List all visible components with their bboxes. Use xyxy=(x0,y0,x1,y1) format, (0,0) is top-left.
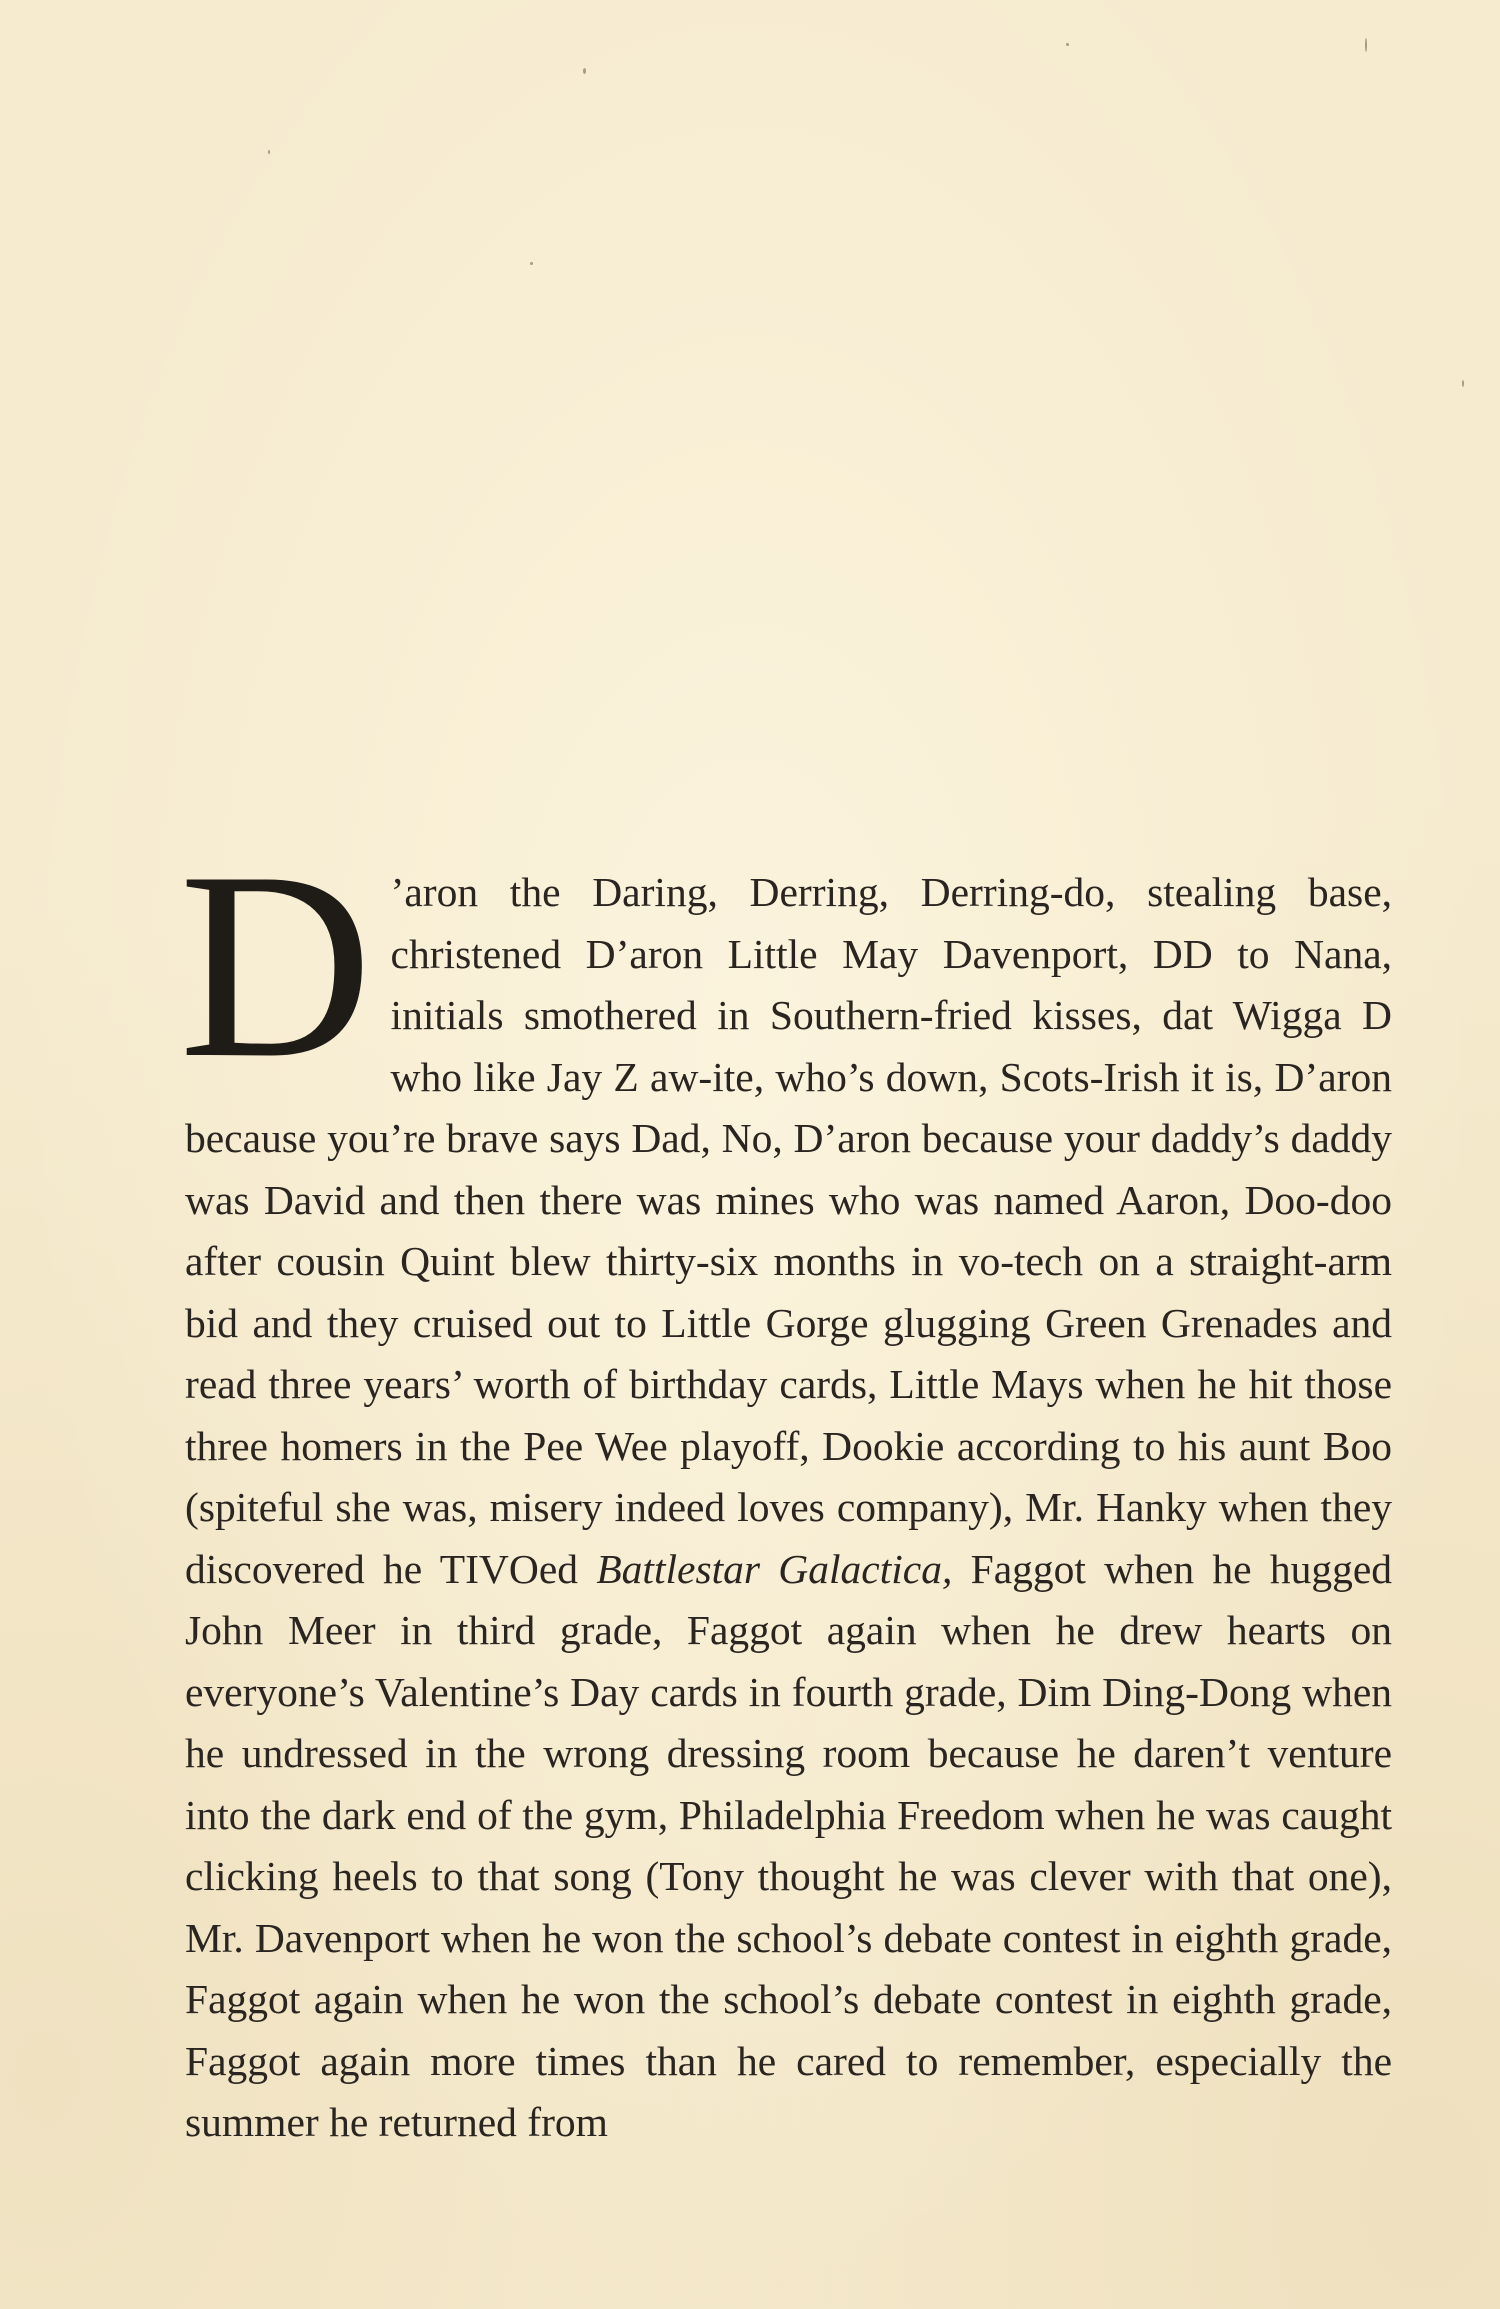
paper-speck xyxy=(1365,38,1367,52)
paper-speck xyxy=(268,150,270,154)
paper-speck xyxy=(1066,43,1069,46)
paper-speck xyxy=(1462,380,1464,387)
paragraph-text-part-2: Faggot when he hugged John Meer in third grade, Faggot again when he drew hearts on everyone’s Valentine’s Day cards in fourth grade, Dim Ding-Dong when he undressed in the wrong dressing room because he daren’t venture into the dark end of the gym, Philadelphia Freedom when he was caught clicking heels to that song (Tony thought he was clever with that one), Mr. Davenport when he won the school’s debate contest in eighth grade, Faggot again when he won the school’s debate contest in eighth grade, Faggot again more times than he cared to remember, especially the summer he returned from xyxy=(185,1545,1393,2145)
italic-title: Battlestar Galactica, xyxy=(596,1545,953,1592)
paper-speck xyxy=(530,262,533,265)
paper-speck xyxy=(583,68,586,74)
chapter-opening-text xyxy=(179,816,1393,2154)
paragraph-text-part-1: ’aron the Daring, Derring, Derring-do, stealing base, christened D’aron Little May Davenport, DD to Nana, initials smothered in Southern-fried kisses, dat Wigga D who like Jay Z aw-ite, who’s down, Scots-Irish it is, D’aron because you’re brave says Dad, No, D’aron because your daddy’s daddy was David and then there was mines who was named Aaron, Doo-doo after cousin Quint blew thirty-six months in vo-tech on a straight-arm bid and they cruised out to Little Gorge glugging Green Grenades and read three years’ worth of birthday cards, Little Mays when he hit those three homers in the Pee Wee playoff, Dookie according to his aunt Boo (spiteful she was, misery indeed loves company), Mr. Hanky when they discovered he TIVOed xyxy=(185,869,1392,1592)
drop-cap-letter: D xyxy=(179,816,373,1113)
